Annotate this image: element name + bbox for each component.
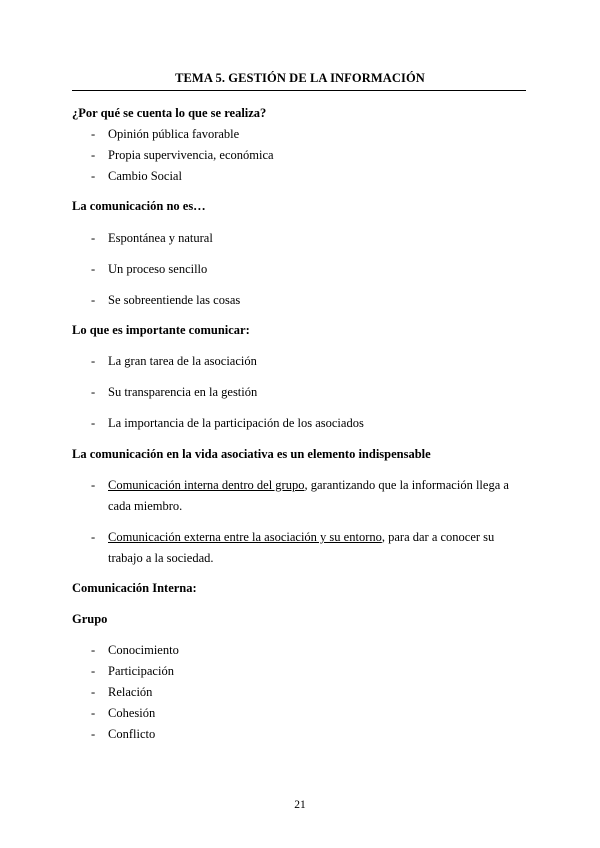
list-bullet: - <box>91 127 96 141</box>
list-item: Se sobreentiende las cosas <box>108 293 241 307</box>
list-bullet: - <box>91 385 96 399</box>
list-bullet: - <box>91 231 96 245</box>
item-text: , garantizando que la información llega a cada miembro. <box>108 478 509 513</box>
section-heading-group: Grupo <box>72 612 108 626</box>
list-item: La importancia de la participación de los asociados <box>108 416 364 430</box>
list-bullet: - <box>91 664 96 678</box>
section-heading-not-is: La comunicación no es… <box>72 199 206 213</box>
list-item: La gran tarea de la asociación <box>108 354 257 368</box>
list-item: Cambio Social <box>108 169 182 183</box>
underlined-term: Comunicación externa entre la asociación y su entorno <box>108 530 382 544</box>
list-bullet: - <box>91 530 96 544</box>
list-item: Relación <box>108 685 153 699</box>
list-bullet: - <box>91 706 96 720</box>
list-bullet: - <box>91 148 96 162</box>
list-item: Conflicto <box>108 727 156 741</box>
list-bullet: - <box>91 169 96 183</box>
list-item: Participación <box>108 664 174 678</box>
list-item: Propia supervivencia, económica <box>108 148 274 162</box>
list-bullet: - <box>91 643 96 657</box>
list-bullet: - <box>91 354 96 368</box>
list-item: Espontánea y natural <box>108 231 213 245</box>
page-title: TEMA 5. GESTIÓN DE LA INFORMACIÓN <box>175 71 425 85</box>
list-bullet: - <box>91 685 96 699</box>
list-item: Opinión pública favorable <box>108 127 240 141</box>
title-underline-rule <box>72 90 526 91</box>
list-bullet: - <box>91 727 96 741</box>
section-heading-why: ¿Por qué se cuenta lo que se realiza? <box>72 106 267 120</box>
underlined-term: Comunicación interna dentro del grupo <box>108 478 305 492</box>
list-item: Su transparencia en la gestión <box>108 385 258 399</box>
list-item: Conocimiento <box>108 643 179 657</box>
list-item: Un proceso sencillo <box>108 262 208 276</box>
list-bullet: - <box>91 293 96 307</box>
section-heading-internal-communication: Comunicación Interna: <box>72 581 197 595</box>
item-text: , para dar a conocer su trabajo a la sociedad. <box>108 530 495 565</box>
section-heading-indispensable: La comunicación en la vida asociativa es un elemento indispensable <box>72 447 431 461</box>
list-item-internal-communication <box>108 475 528 517</box>
list-item: Cohesión <box>108 706 156 720</box>
list-item-external-communication <box>108 527 528 569</box>
list-bullet: - <box>91 478 96 492</box>
section-heading-important: Lo que es importante comunicar: <box>72 323 250 337</box>
page-number: 21 <box>294 799 306 811</box>
list-bullet: - <box>91 262 96 276</box>
list-bullet: - <box>91 416 96 430</box>
